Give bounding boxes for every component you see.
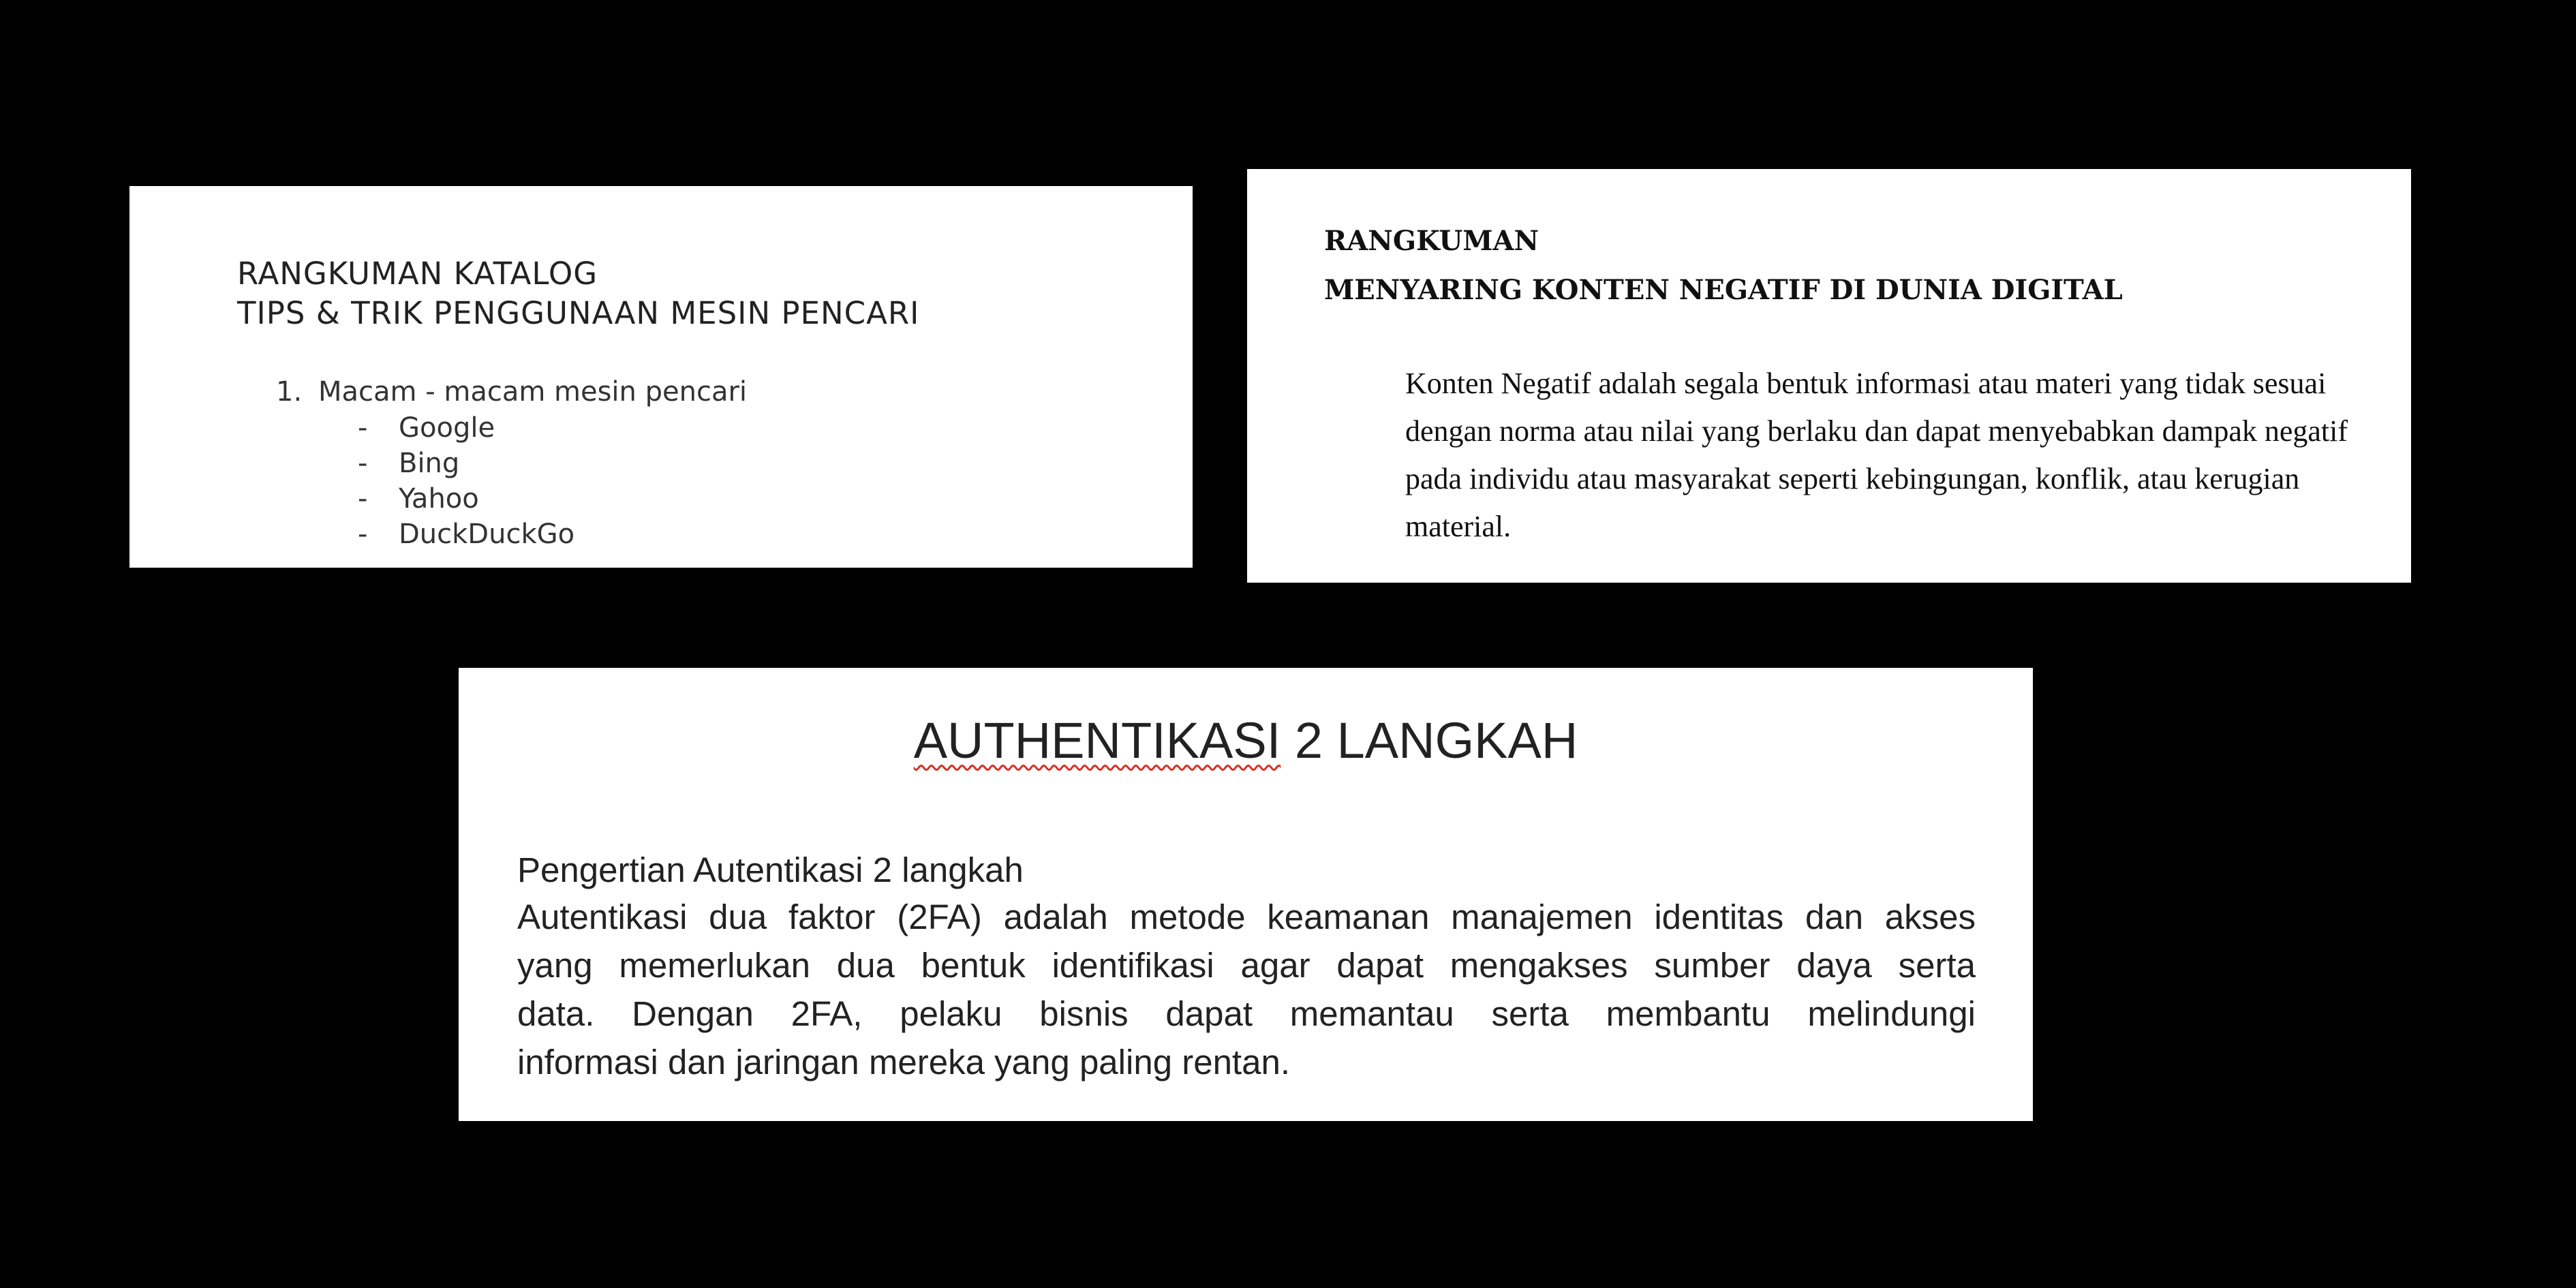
engine-name: Google xyxy=(399,412,495,444)
dash-bullet: - xyxy=(358,483,368,515)
auth-title xyxy=(459,710,2033,771)
auth-paragraph xyxy=(517,893,1976,1086)
konten-title-line2: MENYARING KONTEN NEGATIF DI DUNIA DIGITAL xyxy=(1324,274,2123,306)
paragraph-line: yang memerlukan dua bentuk identifikasi agar dapat mengakses sumber daya serta xyxy=(517,946,1976,985)
katalog-summary-card xyxy=(129,186,1193,568)
engine-item-duckduckgo xyxy=(358,517,747,552)
konten-paragraph xyxy=(1405,360,2387,551)
paragraph-line: informasi dan jaringan mereka yang paling rentan. xyxy=(517,1043,1291,1082)
konten-negatif-card xyxy=(1247,169,2411,583)
two-factor-auth-card xyxy=(459,668,2033,1121)
engine-item-bing xyxy=(358,446,747,481)
search-engine-list xyxy=(276,373,747,552)
dash-bullet: - xyxy=(358,412,368,444)
paragraph-line: Konten Negatif adalah segala bentuk informasi atau materi yang tidak sesuai xyxy=(1405,367,2327,400)
engine-name: DuckDuckGo xyxy=(399,519,575,550)
engine-item-google xyxy=(358,410,747,446)
auth-title-rest: 2 LANGKAH xyxy=(1281,712,1578,769)
engine-name: Bing xyxy=(399,448,460,479)
dash-bullet: - xyxy=(358,519,368,550)
katalog-title-line2: TIPS & TRIK PENGGUNAAN MESIN PENCARI xyxy=(237,295,920,331)
paragraph-line: pada individu atau masyarakat seperti kebingungan, konflik, atau kerugian xyxy=(1405,462,2300,495)
auth-subheading: Pengertian Autentikasi 2 langkah xyxy=(517,850,1024,889)
paragraph-line: material. xyxy=(1405,510,1512,543)
dash-bullet: - xyxy=(358,448,368,479)
list-item-number: 1. xyxy=(276,376,303,408)
katalog-title-line1: RANGKUMAN KATALOG xyxy=(237,256,598,292)
konten-title xyxy=(1324,217,2123,315)
list-item xyxy=(276,373,747,410)
engine-name: Yahoo xyxy=(399,483,479,515)
engine-sub-list xyxy=(358,410,747,552)
paragraph-line: Autentikasi dua faktor (2FA) adalah metode keamanan manajemen identitas dan akses xyxy=(517,898,1976,936)
paragraph-line: dengan norma atau nilai yang berlaku dan dapat menyebabkan dampak negatif xyxy=(1405,414,2348,448)
list-item-label: Macam - macam mesin pencari xyxy=(318,376,748,408)
katalog-title xyxy=(237,254,919,333)
paragraph-line: data. Dengan 2FA, pelaku bisnis dapat memantau serta membantu melindungi xyxy=(517,994,1976,1033)
spellcheck-flagged-word: AUTHENTIKASI xyxy=(913,712,1281,769)
engine-item-yahoo xyxy=(358,481,747,517)
konten-title-line1: RANGKUMAN xyxy=(1324,225,1539,257)
